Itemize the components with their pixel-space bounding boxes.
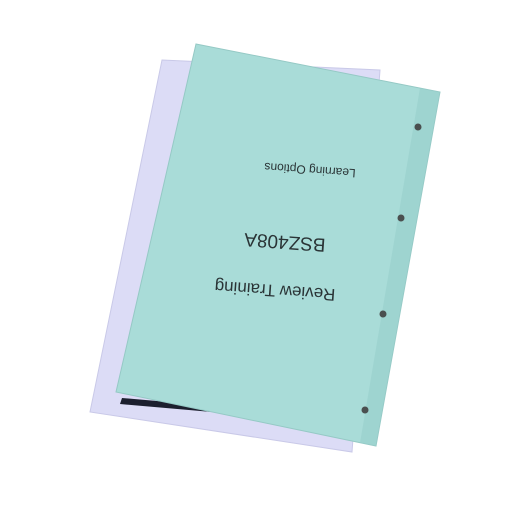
punch-hole — [380, 311, 387, 318]
cover-title: Review Training — [213, 276, 336, 305]
punch-hole — [398, 215, 405, 222]
cover-course-code: BSZ408A — [243, 228, 327, 255]
punch-hole — [362, 407, 369, 414]
punch-hole — [415, 124, 422, 131]
cover-subtitle: Learning Options — [263, 159, 357, 181]
